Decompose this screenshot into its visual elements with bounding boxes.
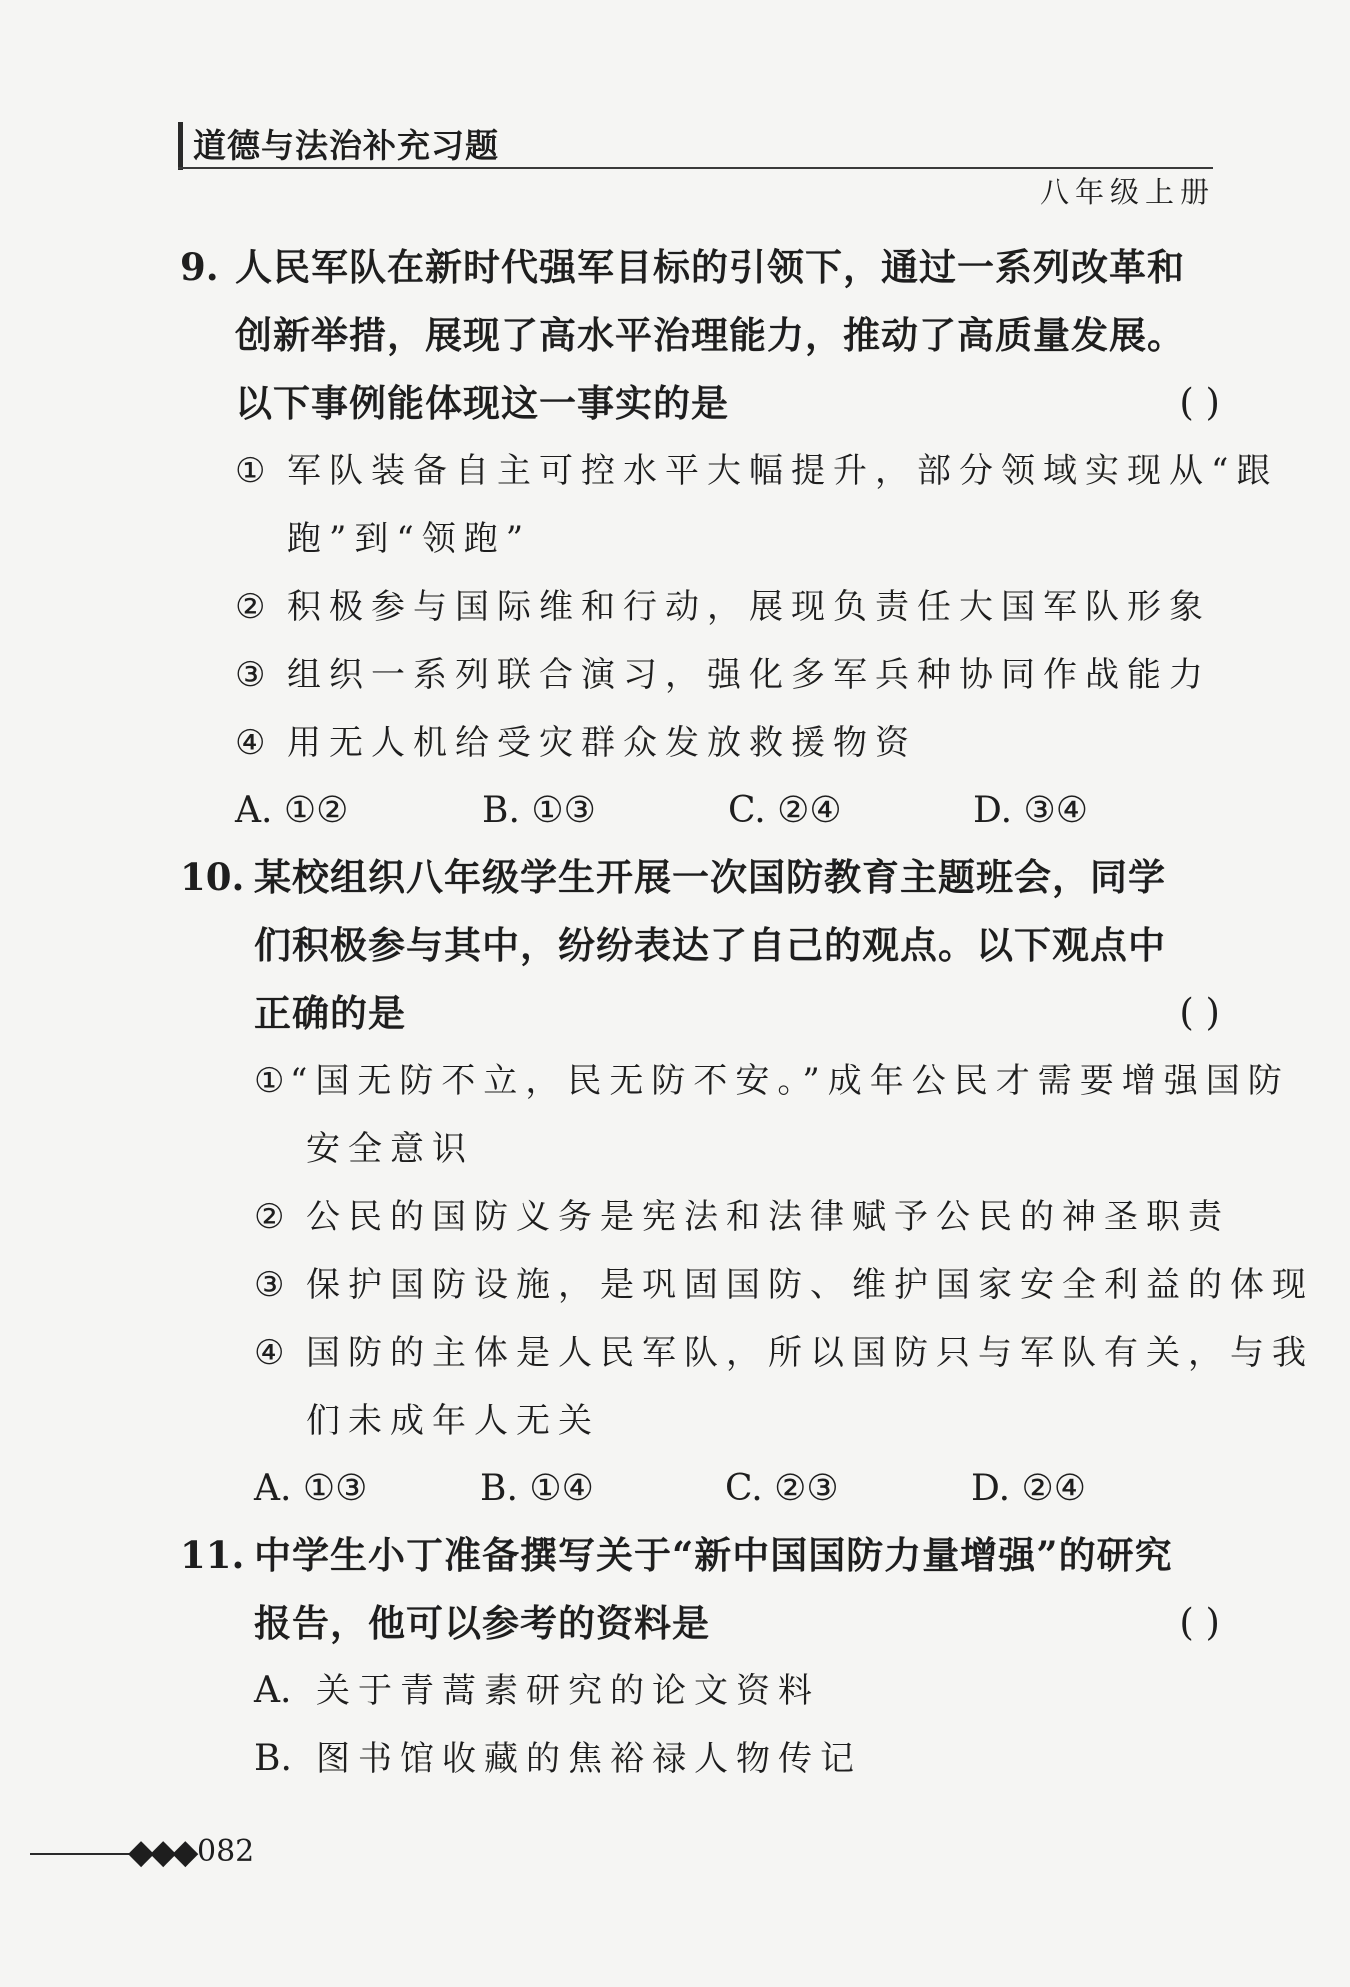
statement-option [180,641,1220,709]
question-9-line-3 [180,369,1220,437]
statement-text-cont: 跑”到“领跑” [287,519,532,559]
statement-text: 组织一系列联合演习，强化多军兵种协同作战能力 [287,655,1211,695]
question-9-line-2 [180,301,1220,369]
question-10 [180,843,1314,1523]
statement-mark: ② [235,587,266,627]
diamond-ornament-icon: ◆◆◆ [128,1832,195,1872]
answer-choices [180,777,1220,845]
choice-b[interactable]: B. ①④ [480,1468,594,1509]
choice-c[interactable]: C. ②③ [725,1468,839,1509]
choice-text: 图书馆收藏的焦裕禄人物传记 [316,1739,862,1779]
question-10-line-3 [180,979,1220,1047]
answer-choices [180,1455,1220,1523]
statement-mark: ③ [254,1265,285,1305]
statement-text-cont: 安全意识 [306,1129,474,1169]
question-11 [180,1521,1220,1793]
question-10-text-3: 正确的是 [254,991,406,1035]
statement-option-cont [180,505,1220,573]
statement-option-cont [180,1387,1220,1455]
question-9 [180,233,1279,845]
statement-option [180,1319,1314,1387]
choice-a[interactable]: A. ①② [235,790,349,831]
statement-text: 用无人机给受灾群众发放救援物资 [287,723,917,763]
statement-text: “国无防不立，民无防不安。”成年公民才需要增强国防 [290,1061,1290,1101]
statement-text-cont: 们未成年人无关 [306,1401,600,1441]
question-11-line-2 [180,1589,1220,1657]
question-10-text-1: 某校组织八年级学生开展一次国防教育主题班会，同学 [254,855,1166,899]
question-11-text-1: 中学生小丁准备撰写关于“新中国国防力量增强”的研究 [254,1533,1173,1577]
question-9-text-3: 以下事例能体现这一事实的是 [235,381,729,425]
question-10-line-2 [180,911,1220,979]
statement-text: 积极参与国际维和行动，展现负责任大国军队形象 [287,587,1211,627]
header-accent-bar [178,122,183,170]
statement-mark: ③ [235,655,266,695]
statement-option-cont [180,1115,1220,1183]
statement-text: 国防的主体是人民军队，所以国防只与军队有关，与我 [306,1333,1314,1373]
header-rule [178,167,1213,169]
statement-option [180,1251,1314,1319]
statement-option [180,1183,1230,1251]
question-9-text-2: 创新举措，展现了高水平治理能力，推动了高质量发展。 [235,313,1185,357]
footer-rule [30,1853,130,1855]
question-number: 10. [180,855,245,899]
book-title: 道德与法治补充习题 [193,126,499,165]
answer-blank[interactable]: ( ) [1179,1601,1220,1644]
answer-blank[interactable]: ( ) [1179,381,1220,424]
question-number: 9. [180,245,219,289]
question-11-text-2: 报告，他可以参考的资料是 [254,1601,710,1645]
statement-text: 保护国防设施，是巩固国防、维护国家安全利益的体现 [306,1265,1314,1305]
choice-option[interactable] [180,1725,1220,1793]
page-number: 082 [197,1834,255,1869]
choice-option[interactable] [180,1657,1220,1725]
answer-blank[interactable]: ( ) [1179,991,1220,1034]
choice-d[interactable]: D. ③④ [973,790,1089,831]
statement-option [180,437,1279,505]
choice-letter: A. [254,1670,292,1711]
question-9-line-1 [180,233,1220,301]
question-10-line-1 [180,843,1220,911]
question-10-text-2: 们积极参与其中，纷纷表达了自己的观点。以下观点中 [254,923,1166,967]
statement-mark: ① [235,451,266,491]
statement-mark: ④ [235,723,266,763]
choice-c[interactable]: C. ②④ [728,790,842,831]
choice-b[interactable]: B. ①③ [482,790,596,831]
book-volume: 八年级上册 [1039,175,1215,209]
choice-text: 关于青蒿素研究的论文资料 [316,1671,820,1711]
statement-option [180,709,1220,777]
choice-letter: B. [254,1738,292,1779]
choice-a[interactable]: A. ①③ [254,1468,368,1509]
statement-option [180,573,1220,641]
statement-mark: ④ [254,1333,285,1373]
statement-text: 军队装备自主可控水平大幅提升，部分领域实现从“跟 [287,451,1279,491]
statement-text: 公民的国防义务是宪法和法律赋予公民的神圣职责 [306,1197,1230,1237]
statement-mark: ① [254,1061,285,1101]
question-9-text-1: 人民军队在新时代强军目标的引领下，通过一系列改革和 [235,245,1185,289]
statement-option [180,1047,1290,1115]
choice-d[interactable]: D. ②④ [971,1468,1087,1509]
question-11-line-1 [180,1521,1220,1589]
question-number: 11. [180,1533,245,1577]
statement-mark: ② [254,1197,285,1237]
